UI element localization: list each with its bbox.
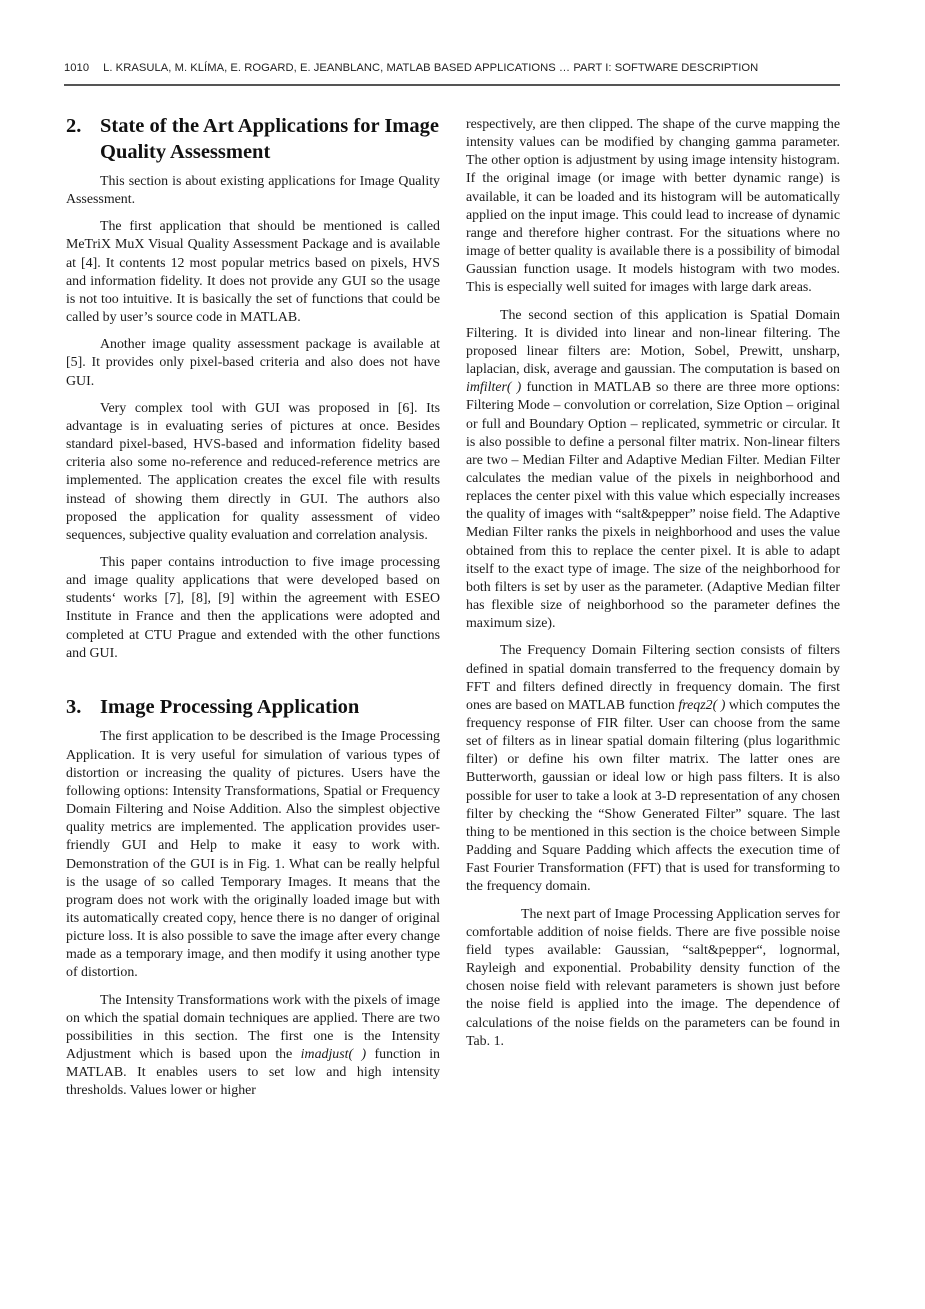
text-run: The second section of this application is Spatial Domain Filtering. It is divided into linear and non-linear filtering. The proposed linear filters are: Motion, Sobel, Prewitt, unsharp, laplacian, disk, average and gaussian. The computation is based on	[466, 307, 840, 378]
paragraph: respectively, are then clipped. The shape of the curve mapping the intensity values can be modified by changing gamma parameter. The other option is adjustment by using image intensity histogram. If the original image (or image with better dynamic range) is available, it can be loaded and its histogram will be automatically applied on the input image. This could lead to increase of dynamic range and therefore higher contrast. For the situations where no image of better quality is available there is a possibility of bimodal Gaussian function usage. It models histogram with two modes. This is especially well suited for images with large dark areas.	[466, 117, 840, 296]
paragraph: Very complex tool with GUI was proposed in [6]. Its advantage is in evaluating series of pictures at once. Besides standard pixel-based, HVS-based and information fidelity based criteria also some no-reference and reduced-reference metrics are implemented. The application creates the excel file with results instead of showing them directly in GUI. The authors also proposed the application for quality assessment of video sequences, subjective quality evaluation and correlation analysis.	[66, 400, 440, 543]
section-3-heading	[66, 695, 440, 721]
paragraph	[466, 307, 840, 634]
function-name: imfilter( )	[466, 380, 522, 396]
paragraph	[66, 992, 440, 1101]
paragraph: This paper contains introduction to five image processing and image quality applications that were developed based on students‘ works [7], [8], [9] within the agreement with ESEO Institute in France and then the applications were adopted and completed at CTU Prague and extended with the other functions and GUI.	[66, 554, 440, 661]
left-column	[66, 114, 440, 1110]
running-title: L. KRASULA, M. KLÍMA, E. ROGARD, E. JEANBLANC, MATLAB BASED APPLICATIONS … PART I: SOFTWARE DESCRIPTION	[103, 62, 759, 74]
function-name: freqz2( )	[678, 697, 726, 713]
paragraph	[466, 642, 840, 896]
section-number: 3.	[66, 695, 82, 718]
paragraph: The first application that should be mentioned is called MeTriX MuX Visual Quality Assessment Package and is available at [4]. It contents 12 most popular metrics based on pixels, HVS and information fidelity. It does not provide any GUI so the usage is not too intuitive. It is basically the set of functions that could be called by user’s source code in MATLAB.	[66, 219, 440, 326]
text-run: The Frequency Domain Filtering section consists of filters defined in spatial domain transferred to the frequency domain by FFT and filters defined directly in frequency domain. The first ones are based on MATLAB function	[466, 643, 840, 713]
running-header	[64, 62, 840, 74]
paragraph: The next part of Image Processing Application serves for comfortable addition of noise fields. There are five possible noise field types available: Gaussian, “salt&pepper“, lognormal, Rayleigh and exponential. Probability density function of the chosen noise field with relevant parameters is shown just before the noise field is applied into the image. The dependence of calculations of the noise fields on the parameters can be found in Tab. 1.	[466, 906, 840, 1049]
section-title: State of the Art Applications for Image Quality Assessment	[100, 115, 439, 163]
function-name: imadjust( )	[300, 1047, 367, 1063]
header-rule	[64, 84, 840, 86]
section-2-heading	[66, 114, 440, 165]
paragraph: The first application to be described is the Image Processing Application. It is very useful for simulation of various types of distortion or increasing the quality of pictures. Users have the following options: Intensity Transformations, Spatial or Frequency Domain Filtering and Noise Addition. Also the simplest objective quality metrics are implemented. The application provides user-friendly GUI and Help to make it easy to work with. Demonstration of the GUI is in Fig. 1. What can be really helpful is the usage of so called Temporary Images. It means that the program does not work with the originally loaded image but with its automatically created copy, hence there is no danger of original picture loss. It is also possible to save the image after every change made as a temporary image, and then modify it using another type of distortion.	[66, 729, 440, 981]
paragraph: This section is about existing applications for Image Quality Assessment.	[66, 174, 440, 208]
text-run: function in MATLAB. It enables users to set low and high intensity thresholds. Values lower or higher	[66, 1047, 441, 1099]
text-run: which computes the frequency response of FIR filter. User can choose from the same set of filters as in linear spatial domain filtering (plus logarithmic filter) or define his own filter matrix. The latter ones are Butterworth, gaussian or ideal low or high pass filters. It is also possible for user to take a look at 3-D representation of any chosen filter by checking the “Show Generated Filter” square. The last thing to be mentioned in this section is the choice between Simple Padding and Square Padding which affects the execution time of Fast Fourier Transformation (FFT) that is used for transforming to the frequency domain.	[466, 697, 840, 895]
paragraph: Another image quality assessment package is available at [5]. It provides only pixel-based criteria and also does not have GUI.	[66, 337, 440, 389]
page-number: 1010	[64, 62, 90, 74]
section-number: 2.	[66, 115, 82, 137]
section-title: Image Processing Application	[100, 695, 360, 718]
text-run: function in MATLAB so there are three more options: Filtering Mode – convolution or correlation, Size Option – original or full and Boundary Option – replicated, symmetric or circular. It is also possible to define a personal filter matrix. Non-linear filters are two – Median Filter and Adaptive Median Filter. Median Filter calculates the median value of the pixels in neighborhood and replaces the center pixel with this value which especially increases the quality of images with “salt&pepper” noise field. The Adaptive Median Filter ranks the pixels in neighborhood and uses the value obtained from this to replace the center pixel. It is able to adapt itself to the exact type of image. The size of the neighborhood for both filters is set by user as the parameter. (Adaptive Median filter has flexible size of neighborhood so the parameter defines the maximum size).	[466, 380, 841, 632]
right-column	[466, 116, 840, 1060]
text-run: The Intensity Transformations work with the pixels of image on which the spatial domain techniques are applied. There are two possibilities in this section. The first one is the Intensity Adjustment which is based upon the	[66, 992, 440, 1063]
